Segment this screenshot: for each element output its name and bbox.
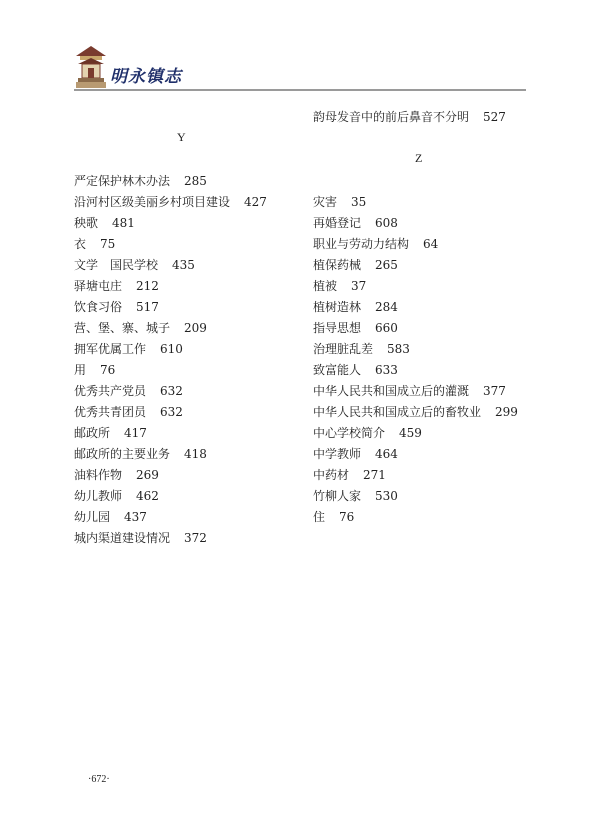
entry-page: 435 xyxy=(172,258,195,272)
entry-term: 幼儿园 xyxy=(74,510,111,524)
entry-term: 秧歌 xyxy=(74,216,99,230)
entry-page: 209 xyxy=(184,321,207,335)
entry-page: 632 xyxy=(160,405,183,419)
entry-term: 驿塘屯庄 xyxy=(74,279,123,293)
entry-page: 269 xyxy=(136,468,159,482)
entry-term: 韵母发音中的前后鼻音不分明 xyxy=(313,110,470,124)
pagoda-logo-icon xyxy=(74,42,108,90)
entry-page: 633 xyxy=(375,363,398,377)
entry-term: 植保药械 xyxy=(313,258,362,272)
index-entry xyxy=(313,341,410,357)
entry-term: 优秀共产党员 xyxy=(74,384,147,398)
index-entry xyxy=(313,194,366,210)
entry-term: 致富能人 xyxy=(313,363,362,377)
index-entry xyxy=(313,383,506,399)
entry-page: 212 xyxy=(136,279,159,293)
entry-term: 油料作物 xyxy=(74,468,123,482)
entry-page: 481 xyxy=(112,216,135,230)
index-entry xyxy=(313,509,354,525)
entry-term: 中华人民共和国成立后的畜牧业 xyxy=(313,405,482,419)
index-entry xyxy=(313,404,518,420)
entry-term: 营、堡、寨、城子 xyxy=(74,321,171,335)
entry-term: 衣 xyxy=(74,237,87,251)
entry-page: 517 xyxy=(136,300,159,314)
entry-term: 治理脏乱差 xyxy=(313,342,374,356)
page-number: ·672· xyxy=(88,774,110,785)
entry-term: 严定保护林木办法 xyxy=(74,174,171,188)
entry-page: 417 xyxy=(124,426,147,440)
entry-page: 372 xyxy=(184,531,207,545)
index-entry xyxy=(313,278,366,294)
entry-term: 邮政所 xyxy=(74,426,111,440)
section-letter-y: Y xyxy=(177,130,186,144)
index-entry xyxy=(74,404,183,420)
index-entry xyxy=(74,173,207,189)
entry-page: 284 xyxy=(375,300,398,314)
entry-page: 437 xyxy=(124,510,147,524)
index-entry xyxy=(313,215,398,231)
entry-page: 76 xyxy=(100,363,116,377)
index-entry xyxy=(74,341,183,357)
entry-term: 幼儿教师 xyxy=(74,489,123,503)
index-entry xyxy=(74,467,159,483)
index-entry xyxy=(313,425,422,441)
entry-page: 35 xyxy=(351,195,367,209)
index-entry xyxy=(74,320,207,336)
entry-term: 中心学校简介 xyxy=(313,426,386,440)
index-entry xyxy=(313,299,398,315)
index-entry xyxy=(74,362,115,378)
entry-term: 中学教师 xyxy=(313,447,362,461)
entry-page: 610 xyxy=(160,342,183,356)
index-entry xyxy=(313,362,398,378)
header-divider xyxy=(74,89,526,91)
index-entry xyxy=(74,215,135,231)
index-entry xyxy=(74,383,183,399)
entry-term: 灾害 xyxy=(313,195,338,209)
entry-page: 271 xyxy=(363,468,386,482)
entry-page: 462 xyxy=(136,489,159,503)
entry-page: 265 xyxy=(375,258,398,272)
index-entry xyxy=(313,446,398,462)
entry-page: 76 xyxy=(339,510,355,524)
entry-page: 75 xyxy=(100,237,116,251)
entry-term: 植被 xyxy=(313,279,338,293)
header-title: 明永镇志 xyxy=(110,67,182,87)
entry-term: 中药材 xyxy=(313,468,350,482)
index-entry xyxy=(74,257,195,273)
entry-term: 竹柳人家 xyxy=(313,489,362,503)
entry-page: 583 xyxy=(387,342,410,356)
entry-term: 优秀共青团员 xyxy=(74,405,147,419)
entry-page: 608 xyxy=(375,216,398,230)
index-entry xyxy=(313,109,506,125)
entry-term: 再婚登记 xyxy=(313,216,362,230)
entry-page: 632 xyxy=(160,384,183,398)
entry-term: 用 xyxy=(74,363,87,377)
entry-term: 文学 国民学校 xyxy=(74,258,159,272)
index-entry xyxy=(74,509,147,525)
entry-page: 527 xyxy=(483,110,506,124)
entry-term: 饮食习俗 xyxy=(74,300,123,314)
entry-page: 660 xyxy=(375,321,398,335)
entry-page: 299 xyxy=(495,405,518,419)
page-header xyxy=(74,42,526,90)
entry-term: 中华人民共和国成立后的灌溉 xyxy=(313,384,470,398)
index-entry xyxy=(74,446,207,462)
entry-page: 418 xyxy=(184,447,207,461)
index-entry xyxy=(74,236,115,252)
entry-page: 377 xyxy=(483,384,506,398)
entry-term: 沿河村区级美丽乡村项目建设 xyxy=(74,195,231,209)
entry-term: 城内渠道建设情况 xyxy=(74,531,171,545)
index-entry xyxy=(313,488,398,504)
index-entry xyxy=(74,488,159,504)
entry-term: 植树造林 xyxy=(313,300,362,314)
entry-page: 64 xyxy=(423,237,439,251)
index-entry xyxy=(313,257,398,273)
entry-term: 指导思想 xyxy=(313,321,362,335)
entry-page: 464 xyxy=(375,447,398,461)
index-entry xyxy=(74,530,207,546)
index-entry xyxy=(313,236,438,252)
index-entry xyxy=(74,425,147,441)
entry-term: 职业与劳动力结构 xyxy=(313,237,410,251)
entry-term: 邮政所的主要业务 xyxy=(74,447,171,461)
entry-page: 427 xyxy=(244,195,267,209)
entry-term: 住 xyxy=(313,510,326,524)
entry-page: 530 xyxy=(375,489,398,503)
index-entry xyxy=(74,299,159,315)
index-entry xyxy=(74,278,159,294)
index-entry xyxy=(74,194,267,210)
index-entry xyxy=(313,320,398,336)
section-letter-z: Z xyxy=(415,151,423,165)
entry-term: 拥军优属工作 xyxy=(74,342,147,356)
entry-page: 37 xyxy=(351,279,367,293)
entry-page: 459 xyxy=(399,426,422,440)
entry-page: 285 xyxy=(184,174,207,188)
index-entry xyxy=(313,467,386,483)
